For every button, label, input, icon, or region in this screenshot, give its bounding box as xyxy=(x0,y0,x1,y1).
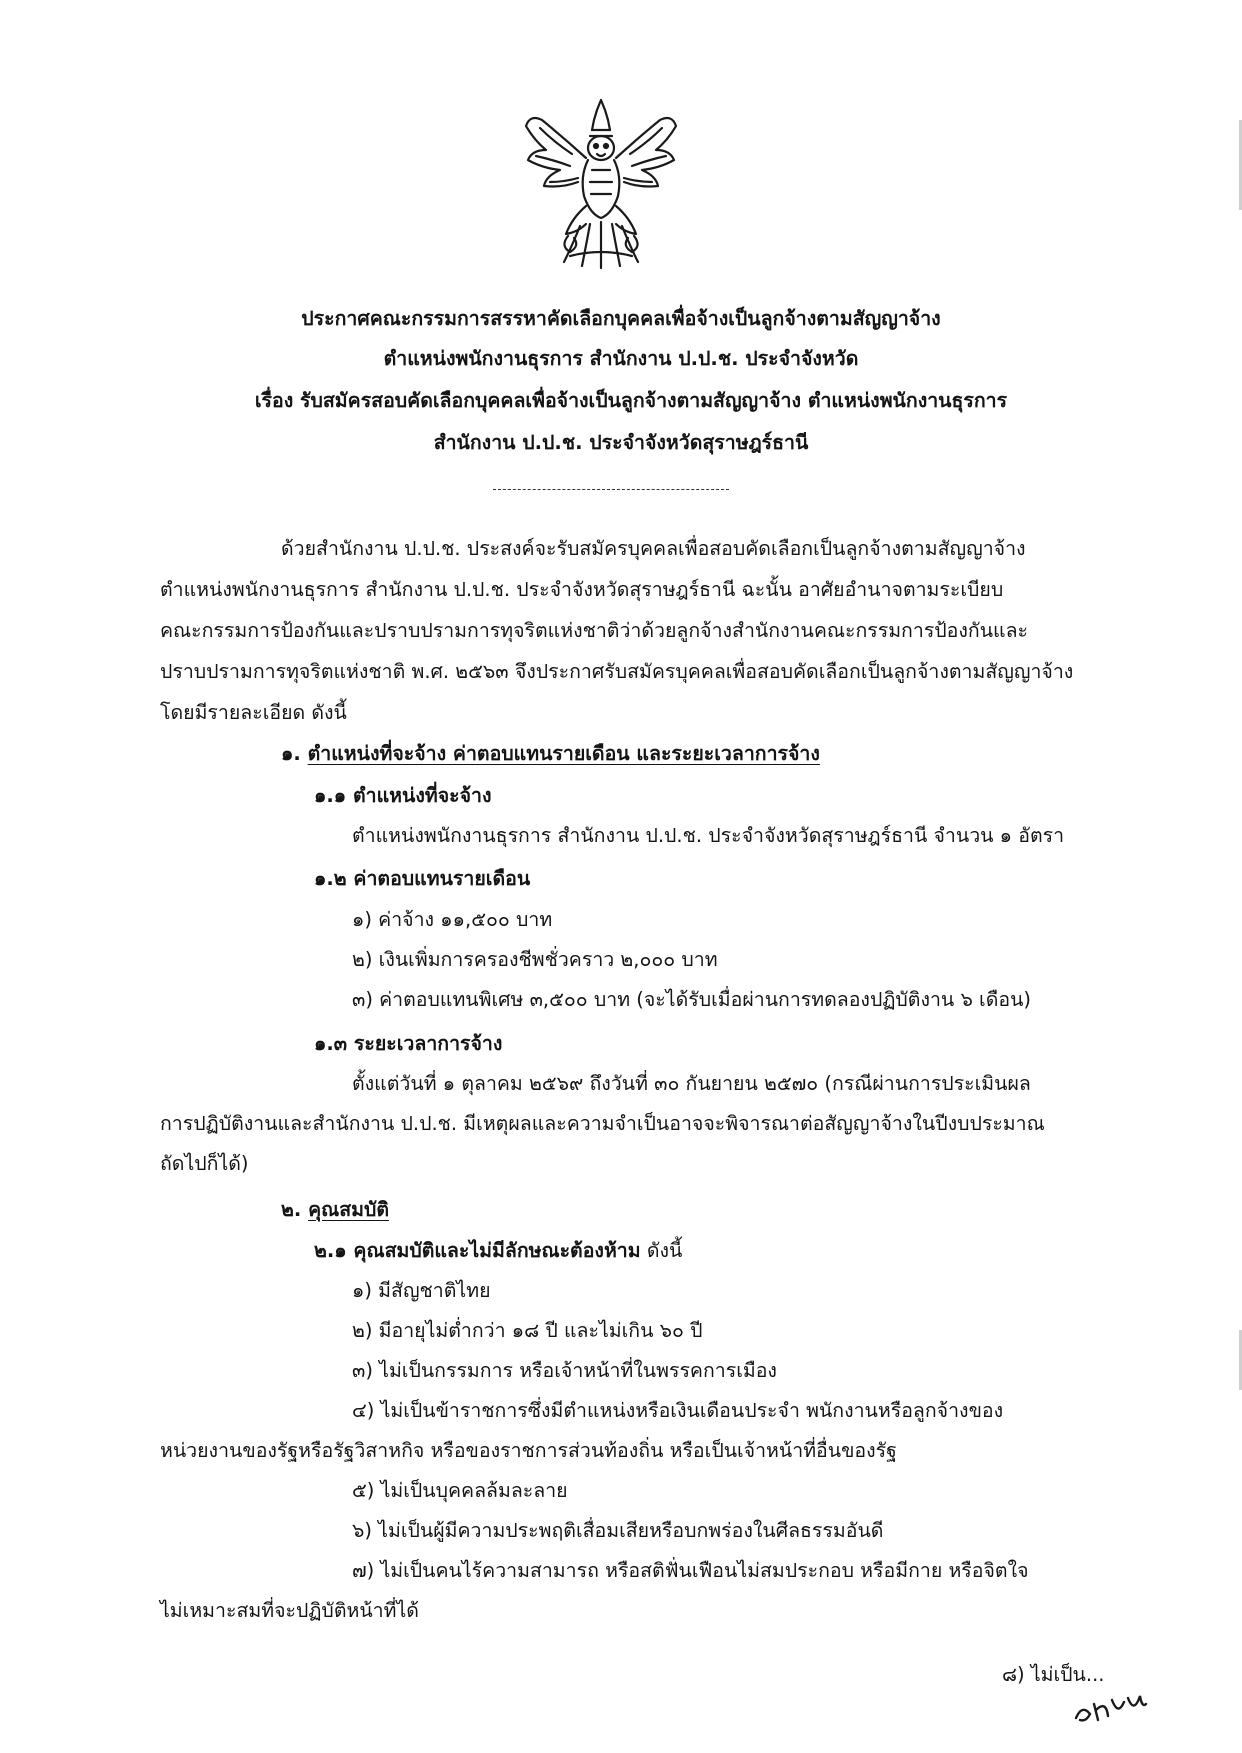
section-1-2-item-2: ๒) เงินเพิ่มการครองชีพชั่วคราว ๒,๐๐๐ บาท xyxy=(352,948,718,971)
intro-line-1: ด้วยสำนักงาน ป.ป.ช. ประสงค์จะรับสมัครบุคคลเพื่อสอบคัดเลือกเป็นลูกจ้างตามสัญญาจ้าง xyxy=(281,537,1026,560)
garuda-emblem-icon xyxy=(520,96,682,271)
intro-line-2: ตำแหน่งพนักงานธุรการ สำนักงาน ป.ป.ช. ประจำจังหวัดสุราษฎร์ธานี ฉะนั้น อาศัยอำนาจตามระเบียบ xyxy=(160,578,1004,601)
title-divider xyxy=(493,489,729,490)
section-2-1-item-1: ๑) มีสัญชาติไทย xyxy=(352,1279,491,1302)
section-1-number: ๑. xyxy=(281,742,301,765)
intro-line-4: ปราบปรามการทุจริตแห่งชาติ พ.ศ. ๒๕๖๓ จึงประกาศรับสมัครบุคคลเพื่อสอบคัดเลือกเป็นลูกจ้างตามสัญญาจ้าง xyxy=(160,660,1074,683)
section-2-1-item-7: ๗) ไม่เป็นคนไร้ความสามารถ หรือสติฟั่นเฟือนไม่สมประกอบ หรือมีกาย หรือจิตใจ xyxy=(352,1559,1029,1582)
title-line-1: ประกาศคณะกรรมการสรรหาคัดเลือกบุคคลเพื่อจ้างเป็นลูกจ้างตามสัญญาจ้าง xyxy=(301,307,941,330)
section-1-heading xyxy=(281,744,820,764)
section-2-1-item-7-cont: ไม่เหมาะสมที่จะปฏิบัติหน้าที่ได้ xyxy=(160,1599,419,1622)
handwritten-initials xyxy=(1072,1692,1148,1726)
title-line-3: เรื่อง รับสมัครสอบคัดเลือกบุคคลเพื่อจ้างเป็นลูกจ้างตามสัญญาจ้าง ตำแหน่งพนักงานธุรการ xyxy=(254,389,1008,412)
section-2-1-title: ๒.๑ คุณสมบัติและไม่มีลักษณะต้องห้าม xyxy=(314,1239,641,1262)
section-2-1-item-4: ๔) ไม่เป็นข้าราชการซึ่งมีตำแหน่งหรือเงินเดือนประจำ พนักงานหรือลูกจ้างของ xyxy=(352,1399,1004,1422)
title-line-2: ตำแหน่งพนักงานธุรการ สำนักงาน ป.ป.ช. ประจำจังหวัด xyxy=(383,347,859,370)
section-1-3-line-1: ตั้งแต่วันที่ ๑ ตุลาคม ๒๕๖๙ ถึงวันที่ ๓๐ กันยายน ๒๕๗๐ (กรณีผ่านการประเมินผล xyxy=(352,1072,1031,1095)
section-2-1-item-3: ๓) ไม่เป็นกรรมการ หรือเจ้าหน้าที่ในพรรคการเมือง xyxy=(352,1359,777,1382)
title-line-4: สำนักงาน ป.ป.ช. ประจำจังหวัดสุราษฎร์ธานี xyxy=(433,431,809,454)
section-2-1-item-6: ๖) ไม่เป็นผู้มีความประพฤติเสื่อมเสียหรือบกพร่องในศีลธรรมอันดี xyxy=(352,1519,884,1542)
section-2-1-suffix: ดังนี้ xyxy=(646,1239,683,1262)
section-2-title: คุณสมบัติ xyxy=(308,1198,389,1221)
section-1-3-line-3: ถัดไปก็ได้) xyxy=(160,1152,249,1175)
section-2-number: ๒. xyxy=(281,1198,302,1221)
section-1-2-item-3: ๓) ค่าตอบแทนพิเศษ ๓,๕๐๐ บาท (จะได้รับเมื่อผ่านการทดลองปฏิบัติงาน ๖ เดือน) xyxy=(352,988,1032,1011)
section-2-heading xyxy=(281,1200,389,1220)
section-1-2-item-1: ๑) ค่าจ้าง ๑๑,๕๐๐ บาท xyxy=(352,908,553,931)
section-2-1-item-5: ๕) ไม่เป็นบุคคลล้มละลาย xyxy=(352,1479,568,1502)
section-1-1-heading: ๑.๑ ตำแหน่งที่จะจ้าง xyxy=(314,784,492,807)
section-1-title: ตำแหน่งที่จะจ้าง ค่าตอบแทนรายเดือน และระยะเวลาการจ้าง xyxy=(307,742,820,765)
section-1-2-heading: ๑.๒ ค่าตอบแทนรายเดือน xyxy=(314,867,531,890)
section-1-3-line-2: การปฏิบัติงานและสำนักงาน ป.ป.ช. มีเหตุผลและความจำเป็นอาจจะพิจารณาต่อสัญญาจ้างในปีงบประมาณ xyxy=(160,1112,1045,1135)
section-2-1-item-4-cont: หน่วยงานของรัฐหรือรัฐวิสาหกิจ หรือของราชการส่วนท้องถิ่น หรือเป็นเจ้าหน้าที่อื่นของรัฐ xyxy=(160,1439,897,1462)
section-1-1-text: ตำแหน่งพนักงานธุรการ สำนักงาน ป.ป.ช. ประจำจังหวัดสุราษฎร์ธานี จำนวน ๑ อัตรา xyxy=(352,824,1065,847)
intro-line-5: โดยมีรายละเอียด ดังนี้ xyxy=(160,701,347,724)
section-1-3-heading: ๑.๓ ระยะเวลาการจ้าง xyxy=(314,1032,503,1055)
continuation-text: ๘) ไม่เป็น... xyxy=(1002,1663,1105,1686)
section-2-1-heading xyxy=(314,1241,682,1261)
section-2-1-item-2: ๒) มีอายุไม่ต่ำกว่า ๑๘ ปี และไม่เกิน ๖๐ ปี xyxy=(352,1319,703,1342)
intro-line-3: คณะกรรมการป้องกันและปราบปรามการทุจริตแห่งชาติว่าด้วยลูกจ้างสำนักงานคณะกรรมการป้องกันและ xyxy=(160,619,1029,642)
